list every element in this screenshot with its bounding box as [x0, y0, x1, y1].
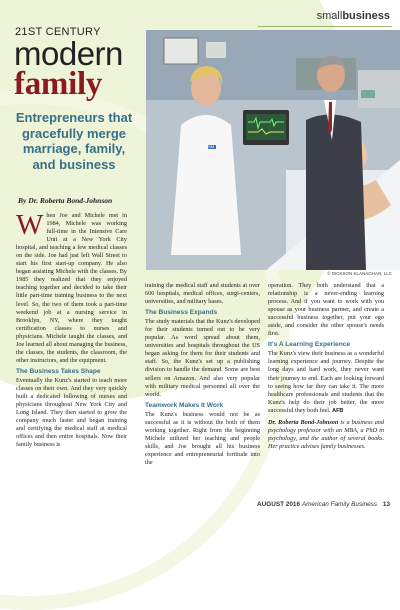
article-column-3 [268, 282, 384, 451]
drop-cap: W [16, 209, 44, 241]
paragraph: operation. They both understand that a relationship is a never-ending learning process. And if you want to work with you spouse as your business partner, and create a successful business together, put your ego aside, and consider the other spouse's needs first. [268, 282, 384, 338]
sim-badge: SIM [207, 144, 215, 149]
photo-illustration [146, 30, 400, 270]
paragraph: The Kunz's business would not be as successful as it is without the both of them working together. Right from the beginning Michele utilized her teaching and people skills, and Joe brought all his business experience and entrepreneurial fortitude into the [145, 410, 260, 466]
paragraph: Eventually the Kunz's started to teach more classes on their own. And they very quickly built a dedicated following of nurses and physicians throughout New York City and Long Island. They then started to grow the company much faster and began training and certifying the medical staff at medical offices and then entire hospitals. Now their family business is [16, 376, 127, 449]
subheading-learning-experience: It's A Learning Experience [268, 341, 351, 349]
title-line-2: family [14, 66, 103, 102]
title-line-1: modern [14, 35, 123, 72]
end-mark: AFB [332, 407, 344, 414]
paragraph: training the medical staff and students at over 600 hospitals, medical offices, surgi-centers, universities, and military bases. [145, 282, 260, 306]
article-photo [146, 30, 400, 270]
subheading-business-takes-shape: The Business Takes Shape [16, 367, 101, 375]
page-number: 13 [382, 501, 390, 508]
magazine-name: American Family Business [301, 501, 378, 508]
article-column-2 [145, 282, 260, 467]
paragraph: The study materials that the Kunz's developed for their students turned out to be very popular. As word spread about them, universities and hospitals throughout the US began asking for them for their students and staff. So, the Kunz's set up a publishing division to handle the demand. Some are best sellers on Amazon. And also very popular with military medical personnel all over the world. [145, 318, 260, 398]
subheading-teamwork: Teamwork Makes It Work [145, 401, 224, 409]
intro-paragraph: When Joe and Michele met in 1984, Michele was working full-time in the Intensive Care Unit at a New York City hospital, and teaching a few medical classes on the side. Joe had just left Wall Street to start his first start-up company. He also began assisting Michele with the classes. By 1985 they realized that they enjoyed teaching together and decided to take their little part-time training business to the next level. So, the two of them took a part-time weekend job at a nursing service in Brooklyn, NY, where they taught certification classes to nurses and physicians. Michele taught the classes, and Joe learned all about managing the business, the classes, the students, the classroom, the other instructors, and the equipment. [16, 209, 127, 364]
paragraph: The Kunz's view their business as a wonderful learning experience and journey. Despite the long days and hard work, they never want their journey to end. Each are looking forward to seeing how far they can take it. The more healthcare professionals and students that the Kunz's help do their job better, the more successful they both feel. AFB [268, 350, 384, 414]
photo-credit: © DICKSON KLANAGHAN, LLC [327, 271, 392, 276]
issue-date: AUGUST 2016 [257, 501, 301, 508]
subheading-business-expands: The Business Expands [145, 309, 218, 317]
author-bio: Dr. Roberta Bond-Johnson is a business and psychology professor with an MBA, a PhD in psychology, and the author of several books. Her practice advises family businesses. [268, 418, 384, 450]
section-label: smallbusiness [316, 10, 390, 22]
page-footer [257, 501, 390, 508]
article-column-1 [16, 209, 127, 449]
article-subtitle: Entrepreneurs that gracefully merge marriage, family, and business [15, 110, 133, 172]
article-kicker: 21ST CENTURY [15, 26, 101, 38]
section-rule [258, 26, 392, 27]
byline: By Dr. Roberta Bond-Johnson [18, 196, 113, 205]
